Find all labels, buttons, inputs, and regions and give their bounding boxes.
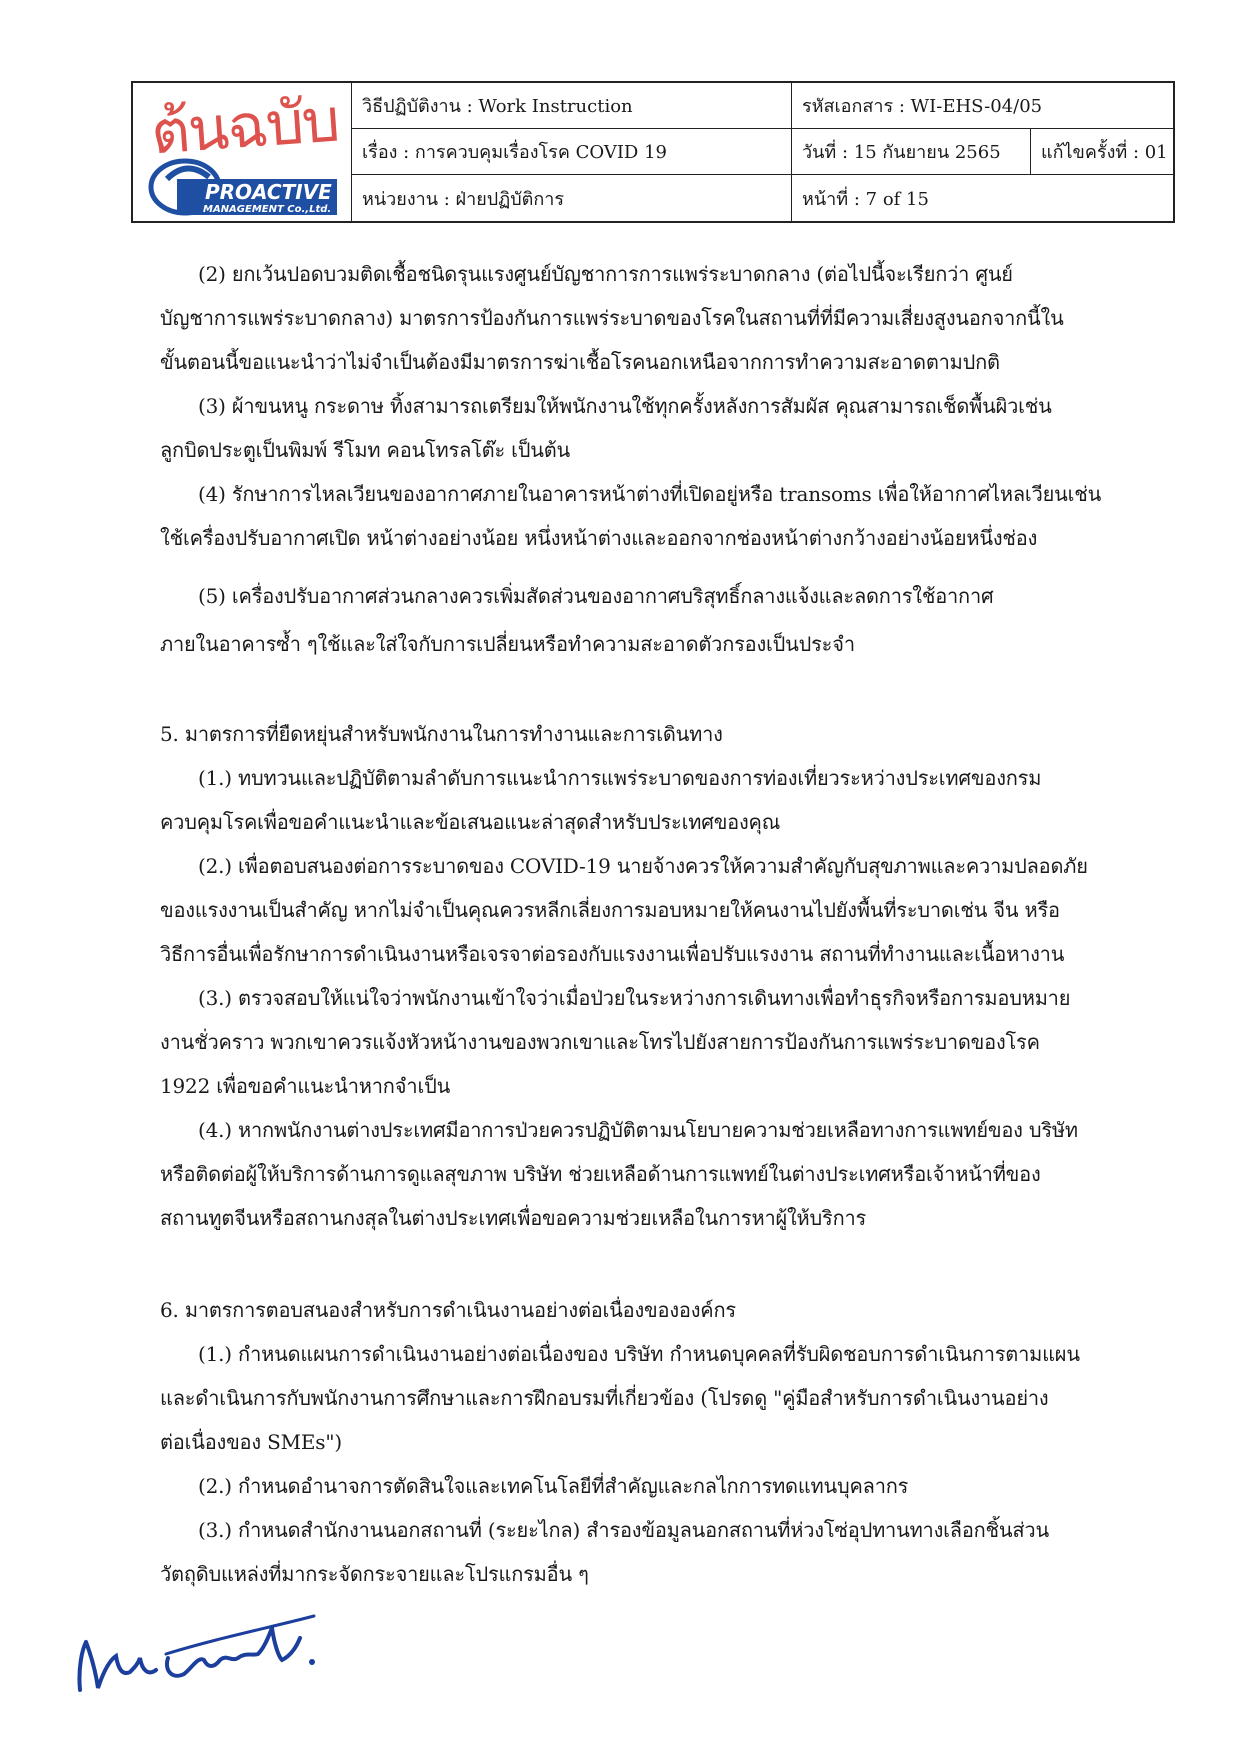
proactive-logo-icon: [147, 149, 341, 217]
paragraph-line: (3.) กำหนดสำนักงานนอกสถานที่ (ระยะไกล) สำรองข้อมูลนอกสถานที่ห่วงโซ่อุปทานทางเลือกชิ้นส่วน: [198, 1518, 1049, 1542]
handwritten-signature-icon: [68, 1598, 368, 1708]
paragraph-line: งานชั่วคราว พวกเขาควรแจ้งหัวหน้างานของพวกเขาและโทรไปยังสายการป้องกันการแพร่ระบาดของโรค: [160, 1030, 1040, 1054]
paragraph-line: ต่อเนื่องของ SMEs"): [160, 1430, 342, 1454]
paragraph-line: (2.) กำหนดอำนาจการตัดสินใจและเทคโนโลยีที่สำคัญและกลไกการทดแทนบุคลากร: [198, 1474, 909, 1498]
revision-number: แก้ไขครั้งที่ : 01: [1031, 129, 1173, 175]
document-code: รหัสเอกสาร : WI-EHS-04/05: [792, 83, 1173, 129]
paragraph-line: (5) เครื่องปรับอากาศส่วนกลางควรเพิ่มสัดส่วนของอากาศบริสุทธิ์กลางแจ้งและลดการใช้อากาศ: [198, 584, 994, 608]
paragraph-line: (4) รักษาการไหลเวียนของอากาศภายในอาคารหน้าต่างที่เปิดอยู่หรือ transoms เพื่อให้อากาศไหลเวียนเช่น: [198, 482, 1102, 506]
paragraph-line: ลูกบิดประตูเป็นพิมพ์ รีโมท คอนโทรลโต๊ะ เป็นต้น: [160, 438, 571, 462]
paragraph-line: (1.) กำหนดแผนการดำเนินงานอย่างต่อเนื่องของ บริษัท กำหนดบุคคลที่รับผิดชอบการดำเนินการตามแผน: [198, 1342, 1080, 1366]
svg-text:MANAGEMENT Co.,Ltd.: MANAGEMENT Co.,Ltd.: [203, 204, 332, 215]
section-heading: 5. มาตรการที่ยืดหยุ่นสำหรับพนักงานในการทำงานและการเดินทาง: [160, 722, 723, 746]
paragraph-line: หรือติดต่อผู้ให้บริการด้านการดูแลสุขภาพ บริษัท ช่วยเหลือด้านการแพทย์ในต่างประเทศหรือเจ้าหน้าที่ของ: [160, 1162, 1041, 1186]
logo-cell: [133, 83, 352, 221]
paragraph-line: ควบคุมโรคเพื่อขอคำแนะนำและข้อเสนอแนะล่าสุดสำหรับประเทศของคุณ: [160, 810, 781, 834]
svg-text:PROACTIVE: PROACTIVE: [205, 180, 332, 204]
document-subject: เรื่อง : การควบคุมเรื่องโรค COVID 19: [352, 129, 792, 175]
paragraph-line: (2) ยกเว้นปอดบวมติดเชื้อชนิดรุนแรงศูนย์บัญชาการการแพร่ระบาดกลาง (ต่อไปนี้จะเรียกว่า ศูนย์: [198, 262, 1013, 286]
paragraph-line: (1.) ทบทวนและปฏิบัติตามลำดับการแนะนำการแพร่ระบาดของการท่องเที่ยวระหว่างประเทศของกรม: [198, 766, 1042, 790]
paragraph-line: วัตถุดิบแหล่งที่มากระจัดกระจายและโปรแกรมอื่น ๆ: [160, 1562, 589, 1586]
paragraph-line: ขั้นตอนนี้ขอแนะนำว่าไม่จำเป็นต้องมีมาตรการฆ่าเชื้อโรคนอกเหนือจากการทำความสะอาดตามปกติ: [160, 350, 1000, 374]
paragraph-line: (4.) หากพนักงานต่างประเทศมีอาการป่วยควรปฏิบัติตามนโยบายความช่วยเหลือทางการแพทย์ของ บริษัท: [198, 1118, 1078, 1142]
paragraph-line: (3) ผ้าขนหนู กระดาษ ทิ้งสามารถเตรียมให้พนักงานใช้ทุกครั้งหลังการสัมผัส คุณสามารถเช็ดพื้นผิวเช่น: [198, 394, 1052, 418]
procedure-type: วิธีปฏิบัติงาน : Work Instruction: [352, 83, 792, 129]
paragraph-line: ของแรงงานเป็นสำคัญ หากไม่จำเป็นคุณควรหลีกเลี่ยงการมอบหมายให้คนงานไปยังพื้นที่ระบาดเช่น จีน หรือ: [160, 898, 1060, 922]
paragraph-line: ใช้เครื่องปรับอากาศเปิด หน้าต่างอย่างน้อย หนึ่งหน้าต่างและออกจากช่องหน้าต่างกว้างอย่างน้อยหนึ่งช่อง: [160, 526, 1038, 550]
paragraph-line: วิธีการอื่นเพื่อรักษาการดำเนินงานหรือเจรจาต่อรองกับแรงงานเพื่อปรับแรงงาน สถานที่ทำงานและเนื้อหางาน: [160, 942, 1065, 966]
paragraph-line: และดำเนินการกับพนักงานการศึกษาและการฝึกอบรมที่เกี่ยวข้อง (โปรดดู "คู่มือสำหรับการดำเนินงานอย่าง: [160, 1386, 1049, 1410]
paragraph-line: (3.) ตรวจสอบให้แน่ใจว่าพนักงานเข้าใจว่าเมื่อป่วยในระหว่างการเดินทางเพื่อทำธุรกิจหรือการมอบหมาย: [198, 986, 1071, 1010]
page-number: หน้าที่ : 7 of 15: [802, 188, 929, 210]
paragraph-line: บัญชาการแพร่ระบาดกลาง) มาตรการป้องกันการแพร่ระบาดของโรคในสถานที่ที่มีความเสี่ยงสูงนอกจากนี้ใน: [160, 306, 1064, 330]
department: หน่วยงาน : ฝ่ายปฏิบัติการ: [352, 175, 792, 221]
paragraph-line: ภายในอาคารซ้ำ ๆใช้และใส่ใจกับการเปลี่ยนหรือทำความสะอาดตัวกรองเป็นประจำ: [160, 632, 855, 656]
paragraph-line: (2.) เพื่อตอบสนองต่อการระบาดของ COVID-19 นายจ้างควรให้ความสำคัญกับสุขภาพและความปลอดภัย: [198, 854, 1088, 878]
document-header-table: [131, 81, 1175, 223]
paragraph-line: สถานทูตจีนหรือสถานกงสุลในต่างประเทศเพื่อขอความช่วยเหลือในการหาผู้ให้บริการ: [160, 1206, 867, 1230]
original-stamp: ต้นฉบับ: [148, 85, 341, 169]
section-heading: 6. มาตรการตอบสนองสำหรับการดำเนินงานอย่างต่อเนื่องขององค์กร: [160, 1298, 736, 1322]
paragraph-line: 1922 เพื่อขอคำแนะนำหากจำเป็น: [160, 1074, 451, 1098]
document-date: วันที่ : 15 กันยายน 2565: [792, 129, 1031, 175]
